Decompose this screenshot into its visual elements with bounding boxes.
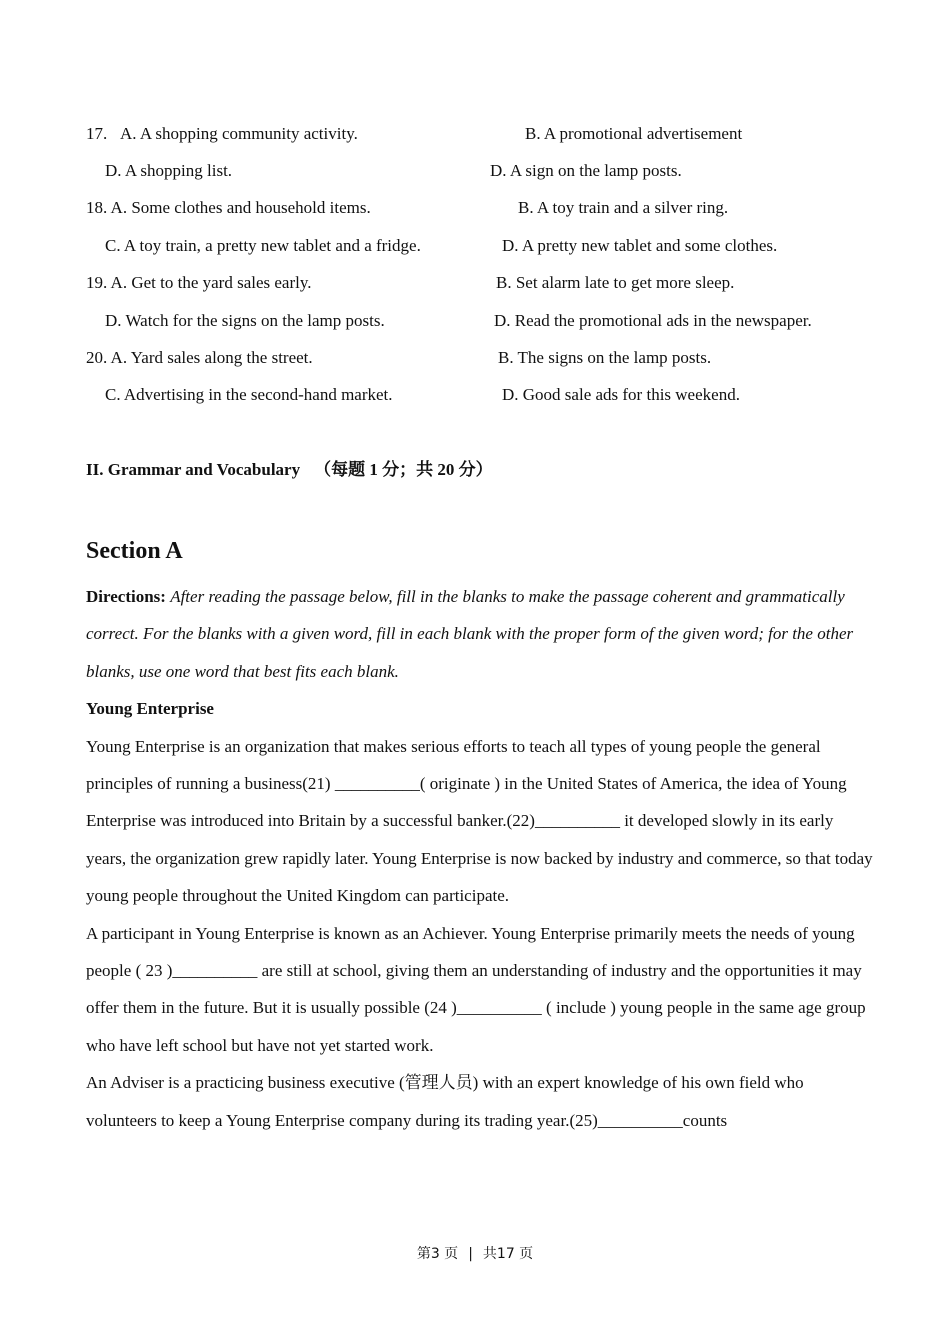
- grammar-heading: [86, 455, 493, 485]
- directions-text: After reading the passage below, fill in the blanks to make the passage coherent and grammatically correct. For the blanks with a given word, fill in each blank with the proper form of the given word; for the other blanks, use one word that best fits each blank.: [86, 587, 854, 681]
- grammar-score-note: （每题 1 分；共 20 分）: [314, 460, 493, 479]
- directions-label: Directions:: [86, 587, 166, 606]
- option-19-b: B. Set alarm late to get more sleep.: [496, 273, 735, 292]
- page-total: 共17 页: [482, 1246, 534, 1262]
- paragraph-3: An Adviser is a practicing business executive (管理人员) with an expert knowledge of his own field who volunteers to keep a Young Enterprise company during its trading year.(25)__________counts: [86, 1073, 804, 1130]
- option-17-c: D. A shopping list.: [105, 161, 233, 180]
- option-17-d: D. A sign on the lamp posts.: [490, 161, 682, 180]
- directions: [86, 578, 876, 690]
- option-18-b: B. A toy train and a silver ring.: [518, 198, 729, 217]
- option-20-b: B. The signs on the lamp posts.: [498, 348, 712, 367]
- option-19-a: 19. A. Get to the yard sales early.: [86, 273, 312, 292]
- option-20-c: C. Advertising in the second-hand market.: [105, 385, 393, 404]
- option-18-a: 18. A. Some clothes and household items.: [86, 198, 371, 217]
- question-row-17: [0, 119, 950, 149]
- page-number: 第3 页: [416, 1246, 459, 1262]
- question-row-20-cd: [0, 380, 950, 410]
- section-title: Section A: [86, 538, 183, 564]
- paragraph-2: A participant in Young Enterprise is known as an Achiever. Young Enterprise primarily meets the needs of young people ( 23 )__________ are still at school, giving them an understanding of industry and the opportunities it may offer them in the future. But it is usually possible (24 )__________ ( include ) young people in the same age group who have left school but have not yet started work.: [86, 923, 866, 1055]
- option-20-a: 20. A. Yard sales along the street.: [86, 348, 313, 367]
- question-row-19-cd: [0, 306, 950, 336]
- question-row-17-cd: [0, 156, 950, 186]
- option-18-c: C. A toy train, a pretty new tablet and a fridge.: [105, 236, 421, 255]
- footer-separator: |: [468, 1246, 473, 1262]
- option-19-d: D. Read the promotional ads in the newspaper.: [494, 311, 812, 330]
- option-17-a: 17. A. A shopping community activity.: [86, 124, 358, 143]
- section-body: [86, 578, 876, 1139]
- question-row-19: [0, 268, 950, 298]
- question-row-18: [0, 193, 950, 223]
- option-17-b: B. A promotional advertisement: [525, 124, 743, 143]
- option-18-d: D. A pretty new tablet and some clothes.: [502, 236, 778, 255]
- grammar-title: II. Grammar and Vocabulary: [86, 460, 301, 479]
- paragraph-1: Young Enterprise is an organization that makes serious efforts to teach all types of young people the general principles of running a business(21) __________( originate ) in the United States of America, the idea of Young Enterprise was introduced into Britain by a successful banker.(22)__________ it developed slowly in its early years, the organization grew rapidly later. Young Enterprise is now backed by industry and commerce, so that today young people throughout the United Kingdom can participate.: [86, 736, 873, 906]
- question-row-18-cd: [0, 231, 950, 261]
- option-19-c: D. Watch for the signs on the lamp posts.: [105, 311, 385, 330]
- option-20-d: D. Good sale ads for this weekend.: [502, 385, 740, 404]
- passage-title: Young Enterprise: [86, 699, 214, 719]
- question-row-20: [0, 343, 950, 373]
- page-footer: [0, 1242, 950, 1266]
